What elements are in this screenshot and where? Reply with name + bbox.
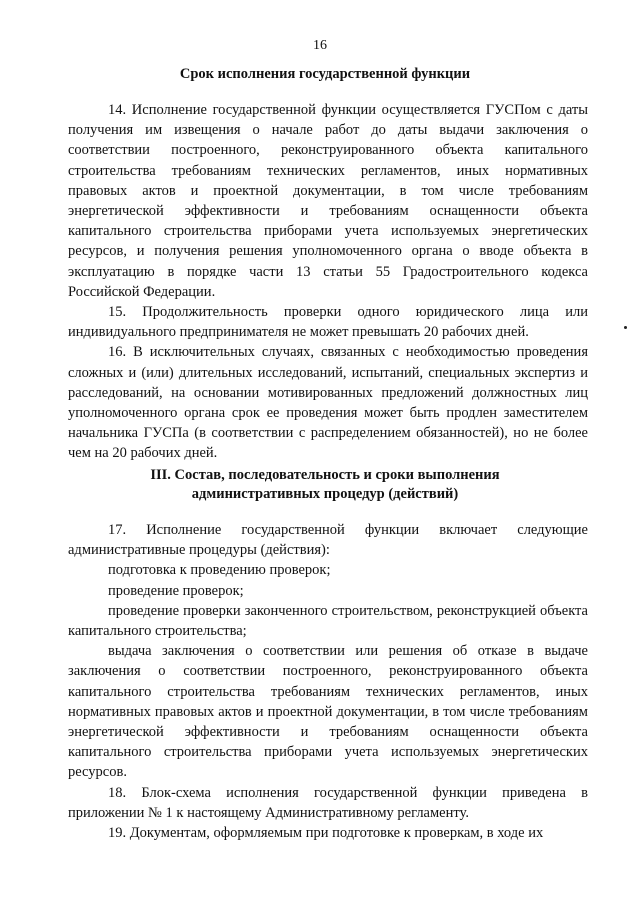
scan-speck — [624, 326, 627, 329]
paragraph-16: 16. В исключительных случаях, связанных с необходимостью проведения сложных и (или) длительных исследований, испытаний, специальных экспертиз и расследований, на основании мотивированных предложений должностных лиц уполномоченного органа срок ее проведения может быть продлен заместителем начальника ГУСПа (в соответствии с распределением обязанностей), но не более чем на 20 рабочих дней. — [68, 344, 588, 462]
procedure-item-conclusion: выдача заключения о соответствии или решения об отказе в выдаче заключения о соответствии построенного, реконструированного объекта капитального строительства требованиям технических регламентов, иных нормативных правовых актов и проектной документации, в том числе требованиям энергетической эффективности и требованиям оснащенности объекта капитального строительства приборами учета используемых энергетических ресурсов. — [68, 643, 588, 781]
paragraph-14: 14. Исполнение государственной функции осуществляется ГУСПом с даты получения им извещения о начале работ до даты выдачи заключения о соответствии построенного, реконструированного объекта капитального строительства требованиям технических регламентов, иных нормативных правовых актов и проектной документации, в том числе требованиям энергетической эффективности и требованиям оснащенности объекта капитального строительства приборами учета используемых энергетических ресурсов, и получения решения уполномоченного органа о вводе объекта в эксплуатацию в порядке части 13 статьи 55 Градостроительного кодекса Российской Федерации. — [68, 102, 588, 300]
section-heading-procedures-line1: III. Состав, последовательность и сроки выполнения — [150, 467, 500, 483]
page-number: 16 — [313, 38, 327, 53]
paragraph-18: 18. Блок-схема исполнения государственной функции приведена в приложении № 1 к настоящему Административному регламенту. — [68, 784, 588, 821]
section-procedures-body — [68, 520, 588, 843]
section-deadline-body — [68, 100, 588, 464]
paragraph-19: 19. Документам, оформляемым при подготовке к проверкам, в ходе их — [108, 825, 544, 842]
procedure-item-preparation: подготовка к проведению проверок; — [108, 562, 331, 579]
paragraph-17: 17. Исполнение государственной функции включает следующие административные процедуры (действия): — [68, 522, 588, 559]
procedure-item-inspections: проведение проверок; — [108, 582, 244, 599]
section-heading-procedures — [60, 466, 590, 504]
procedure-item-final-inspection: проведение проверки законченного строительством, реконструкцией объекта капитального строительства; — [68, 602, 588, 640]
section-heading-procedures-line2: административных процедур (действий) — [191, 486, 459, 502]
paragraph-15: 15. Продолжительность проверки одного юридического лица или индивидуального предпринимателя не может превышать 20 рабочих дней. — [68, 304, 588, 341]
section-heading-deadline: Срок исполнения государственной функции — [179, 66, 471, 82]
